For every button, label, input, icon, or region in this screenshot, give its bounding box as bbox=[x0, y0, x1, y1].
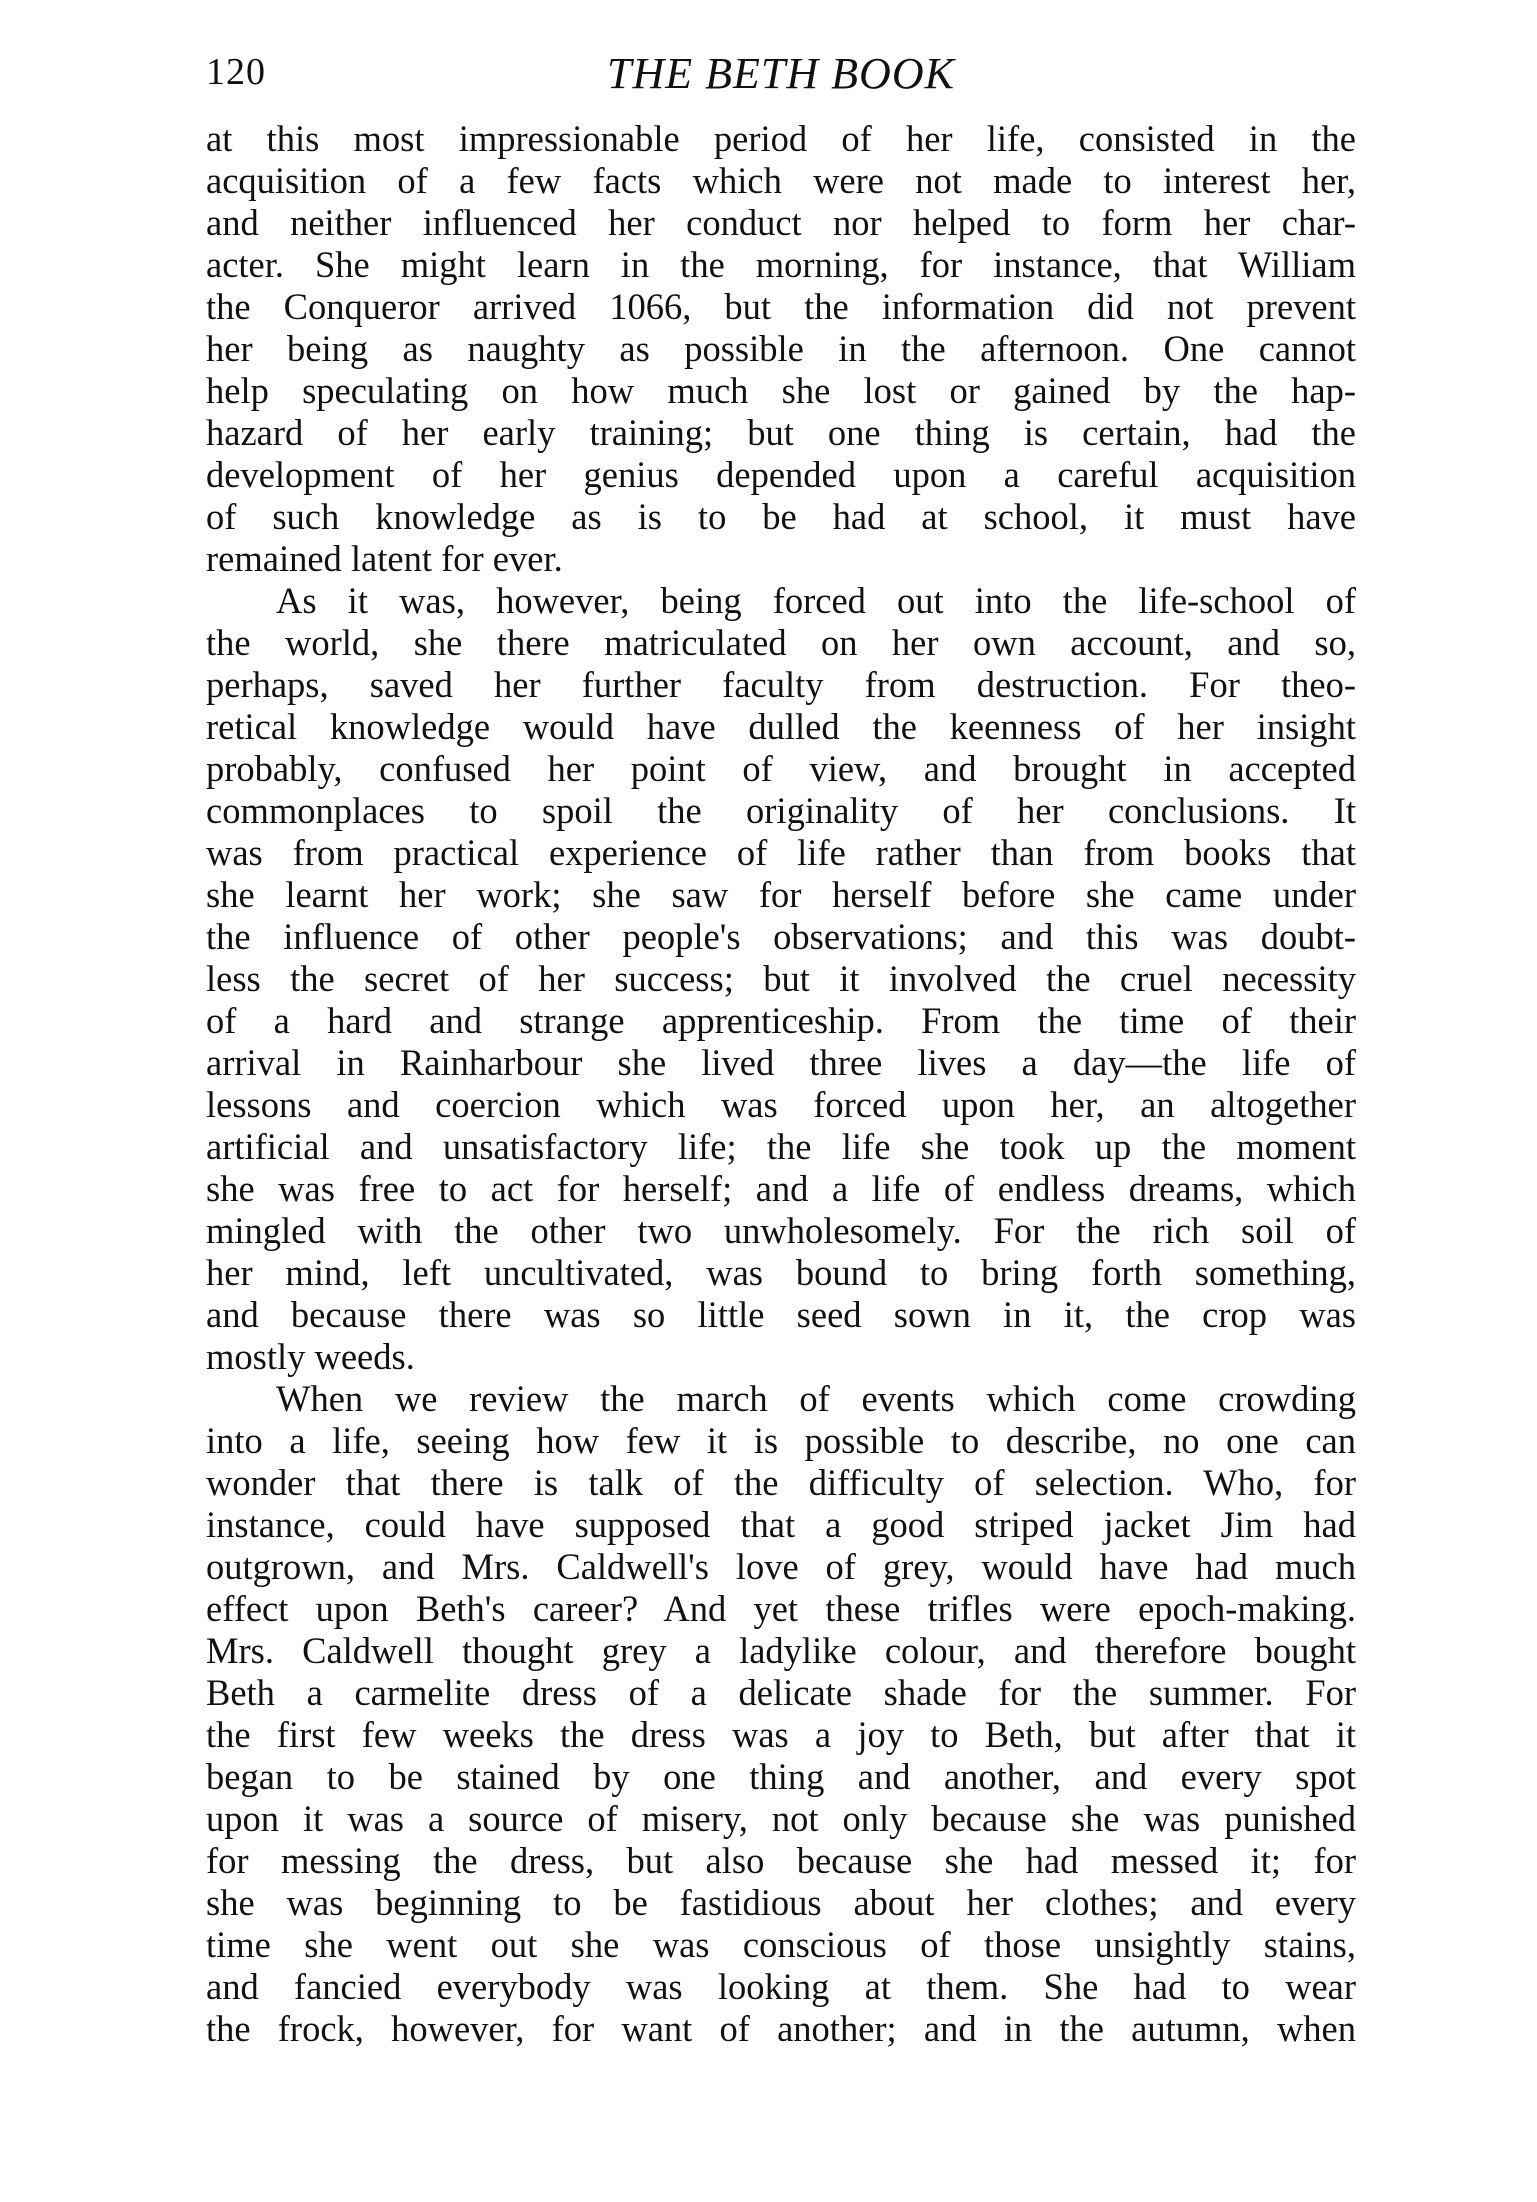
text-line: of a hard and strange apprenticeship. From the time of their bbox=[206, 1000, 1356, 1041]
text-line: outgrown, and Mrs. Caldwell's love of grey, would have had much bbox=[206, 1546, 1356, 1587]
text-line: artificial and unsatisfactory life; the life she took up the moment bbox=[206, 1126, 1356, 1167]
text-line: upon it was a source of misery, not only because she was punished bbox=[206, 1798, 1356, 1839]
text-line: time she went out she was conscious of those unsightly stains, bbox=[206, 1924, 1356, 1965]
text-line: into a life, seeing how few it is possible to describe, no one can bbox=[206, 1420, 1356, 1461]
text-line: the influence of other people's observations; and this was doubt- bbox=[206, 916, 1356, 957]
text-line: her mind, left uncultivated, was bound to bring forth something, bbox=[206, 1252, 1356, 1293]
text-line: was from practical experience of life rather than from books that bbox=[206, 832, 1356, 873]
text-line: and neither influenced her conduct nor helped to form her char- bbox=[206, 202, 1356, 243]
text-line: lessons and coercion which was forced upon her, an altogether bbox=[206, 1084, 1356, 1125]
text-line: mostly weeds. bbox=[206, 1336, 415, 1377]
text-line: began to be stained by one thing and another, and every spot bbox=[206, 1756, 1356, 1797]
text-line: mingled with the other two unwholesomely. For the rich soil of bbox=[206, 1210, 1356, 1251]
text-line: probably, confused her point of view, and brought in accepted bbox=[206, 748, 1356, 789]
text-line: and because there was so little seed sown in it, the crop was bbox=[206, 1294, 1356, 1335]
text-line: she was free to act for herself; and a life of endless dreams, which bbox=[206, 1168, 1356, 1209]
text-line: less the secret of her success; but it involved the cruel necessity bbox=[206, 958, 1356, 999]
text-line: for messing the dress, but also because she had messed it; for bbox=[206, 1840, 1356, 1881]
text-line: remained latent for ever. bbox=[206, 538, 563, 579]
text-line: of such knowledge as is to be had at school, it must have bbox=[206, 496, 1356, 537]
paragraph-1 bbox=[206, 118, 1356, 580]
text-line: the Conqueror arrived 1066, but the information did not prevent bbox=[206, 286, 1356, 327]
running-head bbox=[206, 48, 1356, 108]
running-title: THE BETH BOOK bbox=[607, 49, 955, 98]
text-line: she was beginning to be fastidious about her clothes; and every bbox=[206, 1882, 1356, 1923]
text-line: hazard of her early training; but one thing is certain, had the bbox=[206, 412, 1356, 453]
text-line: the first few weeks the dress was a joy to Beth, but after that it bbox=[206, 1714, 1356, 1755]
text-line: As it was, however, being forced out into the life-school of bbox=[276, 580, 1356, 621]
text-line: and fancied everybody was looking at them. She had to wear bbox=[206, 1966, 1356, 2007]
paragraph-2 bbox=[206, 580, 1356, 1378]
text-line: commonplaces to spoil the originality of her conclusions. It bbox=[206, 790, 1356, 831]
page-number: 120 bbox=[206, 51, 266, 93]
text-line: Mrs. Caldwell thought grey a ladylike colour, and therefore bought bbox=[206, 1630, 1356, 1671]
body-text bbox=[206, 118, 1356, 2050]
text-line: retical knowledge would have dulled the keenness of her insight bbox=[206, 706, 1356, 747]
text-line: wonder that there is talk of the difficulty of selection. Who, for bbox=[206, 1462, 1356, 1503]
text-line: the frock, however, for want of another; and in the autumn, when bbox=[206, 2008, 1356, 2049]
text-line: help speculating on how much she lost or gained by the hap- bbox=[206, 370, 1356, 411]
text-line: Beth a carmelite dress of a delicate shade for the summer. For bbox=[206, 1672, 1356, 1713]
text-line: effect upon Beth's career? And yet these trifles were epoch-making. bbox=[206, 1588, 1356, 1629]
text-line: perhaps, saved her further faculty from destruction. For theo- bbox=[206, 664, 1356, 705]
text-line: acter. She might learn in the morning, for instance, that William bbox=[206, 244, 1356, 285]
text-line: at this most impressionable period of her life, consisted in the bbox=[206, 118, 1356, 159]
text-line: arrival in Rainharbour she lived three lives a day—the life of bbox=[206, 1042, 1356, 1083]
text-line: development of her genius depended upon a careful acquisition bbox=[206, 454, 1356, 495]
text-line: acquisition of a few facts which were not made to interest her, bbox=[206, 160, 1356, 201]
text-line: instance, could have supposed that a good striped jacket Jim had bbox=[206, 1504, 1356, 1545]
text-line: she learnt her work; she saw for herself before she came under bbox=[206, 874, 1356, 915]
text-line: When we review the march of events which come crowding bbox=[276, 1378, 1356, 1419]
text-line: her being as naughty as possible in the afternoon. One cannot bbox=[206, 328, 1356, 369]
paragraph-3 bbox=[206, 1378, 1356, 2050]
text-line: the world, she there matriculated on her own account, and so, bbox=[206, 622, 1356, 663]
